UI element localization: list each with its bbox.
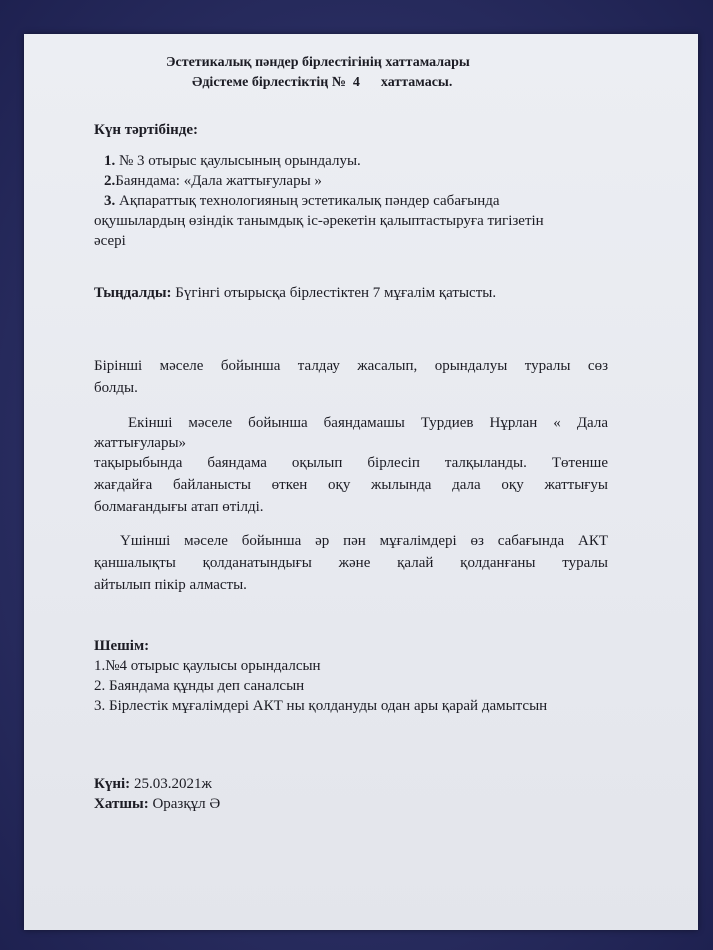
subtitle-suffix: хаттамасы.	[380, 75, 453, 90]
agenda-item-3-number: 3.	[104, 193, 116, 209]
agenda-item-3-text: Ақпараттық технологияның эстетикалық пәндер сабағында	[115, 193, 500, 209]
decision-item-1: 1.№4 отырыс қаулысы орындалсын	[94, 658, 321, 674]
date-label: Күні:	[94, 776, 131, 792]
agenda-item-1-number: 1.	[104, 153, 116, 169]
heard-line	[94, 284, 496, 302]
agenda-item-1-text: № 3 отырыс қаулысының орындалуы.	[115, 153, 361, 169]
secretary-line	[94, 795, 220, 813]
document-title: Эстетикалық пәндер бірлестігінің хаттамалары	[166, 55, 470, 70]
agenda-item-3-line-2: оқушылардың өзіндік танымдық іс-әрекетін қалыптастыруға тигізетін	[94, 213, 544, 229]
secretary-label: Хатшы:	[94, 796, 149, 812]
paragraph-3-line-3: айтылып пікір алмасты.	[94, 577, 247, 593]
agenda-heading: Күн тәртібінде:	[94, 122, 199, 138]
agenda-item-2	[104, 172, 322, 190]
agenda-item-3-line-3: әсері	[94, 233, 126, 249]
secretary-value: Оразқұл Ә	[148, 796, 221, 812]
heard-label: Тыңдалды:	[94, 285, 172, 301]
paragraph-1-line-2: болды.	[94, 380, 138, 396]
heard-text: Бүгінгі отырысқа бірлестіктен 7 мұғалім қатысты.	[171, 285, 497, 301]
date-value: 25.03.2021ж	[130, 776, 212, 792]
document-subtitle	[192, 74, 452, 92]
agenda-item-1	[104, 152, 361, 170]
agenda-item-3	[104, 192, 500, 210]
paragraph-2-line-1: Екінші мәселе бойынша баяндамашы Турдиев Нұрлан « Дала	[128, 415, 608, 431]
subtitle-prefix: Әдістеме бірлестіктің №	[192, 75, 346, 90]
paragraph-2-line-3: тақырыбында баяндама оқылып бірлесіп талқыланды. Төтенше	[94, 455, 608, 471]
decision-heading: Шешім:	[94, 638, 150, 654]
date-line	[94, 775, 212, 793]
agenda-item-2-number: 2.	[104, 173, 116, 189]
decision-item-3: 3. Бірлестік мұғалімдері АКТ ны қолдануды одан ары қарай дамытсын	[94, 698, 548, 714]
protocol-number: 4	[352, 75, 360, 90]
paragraph-3-line-1: Үшінші мәселе бойынша әр пән мұғалімдері өз сабағында АКТ	[120, 533, 608, 549]
agenda-item-2-text: Баяндама: «Дала жаттығулары »	[115, 173, 322, 189]
decision-item-2: 2. Баяндама құнды деп саналсын	[94, 678, 305, 694]
paragraph-2-line-4: жағдайға байланысты өткен оқу жылында дала оқу жаттығуы	[94, 477, 608, 493]
paragraph-3-line-2: қаншалықты қолданатындығы және қалай қолданғаны туралы	[94, 555, 608, 571]
paragraph-1-line-1: Бірінші мәселе бойынша талдау жасалып, орындалуы туралы сөз	[94, 358, 608, 374]
paragraph-2-line-5: болмағандығы атап өтілді.	[94, 499, 264, 515]
paragraph-2-line-2: жаттығулары»	[94, 435, 187, 451]
document-page	[24, 34, 698, 930]
